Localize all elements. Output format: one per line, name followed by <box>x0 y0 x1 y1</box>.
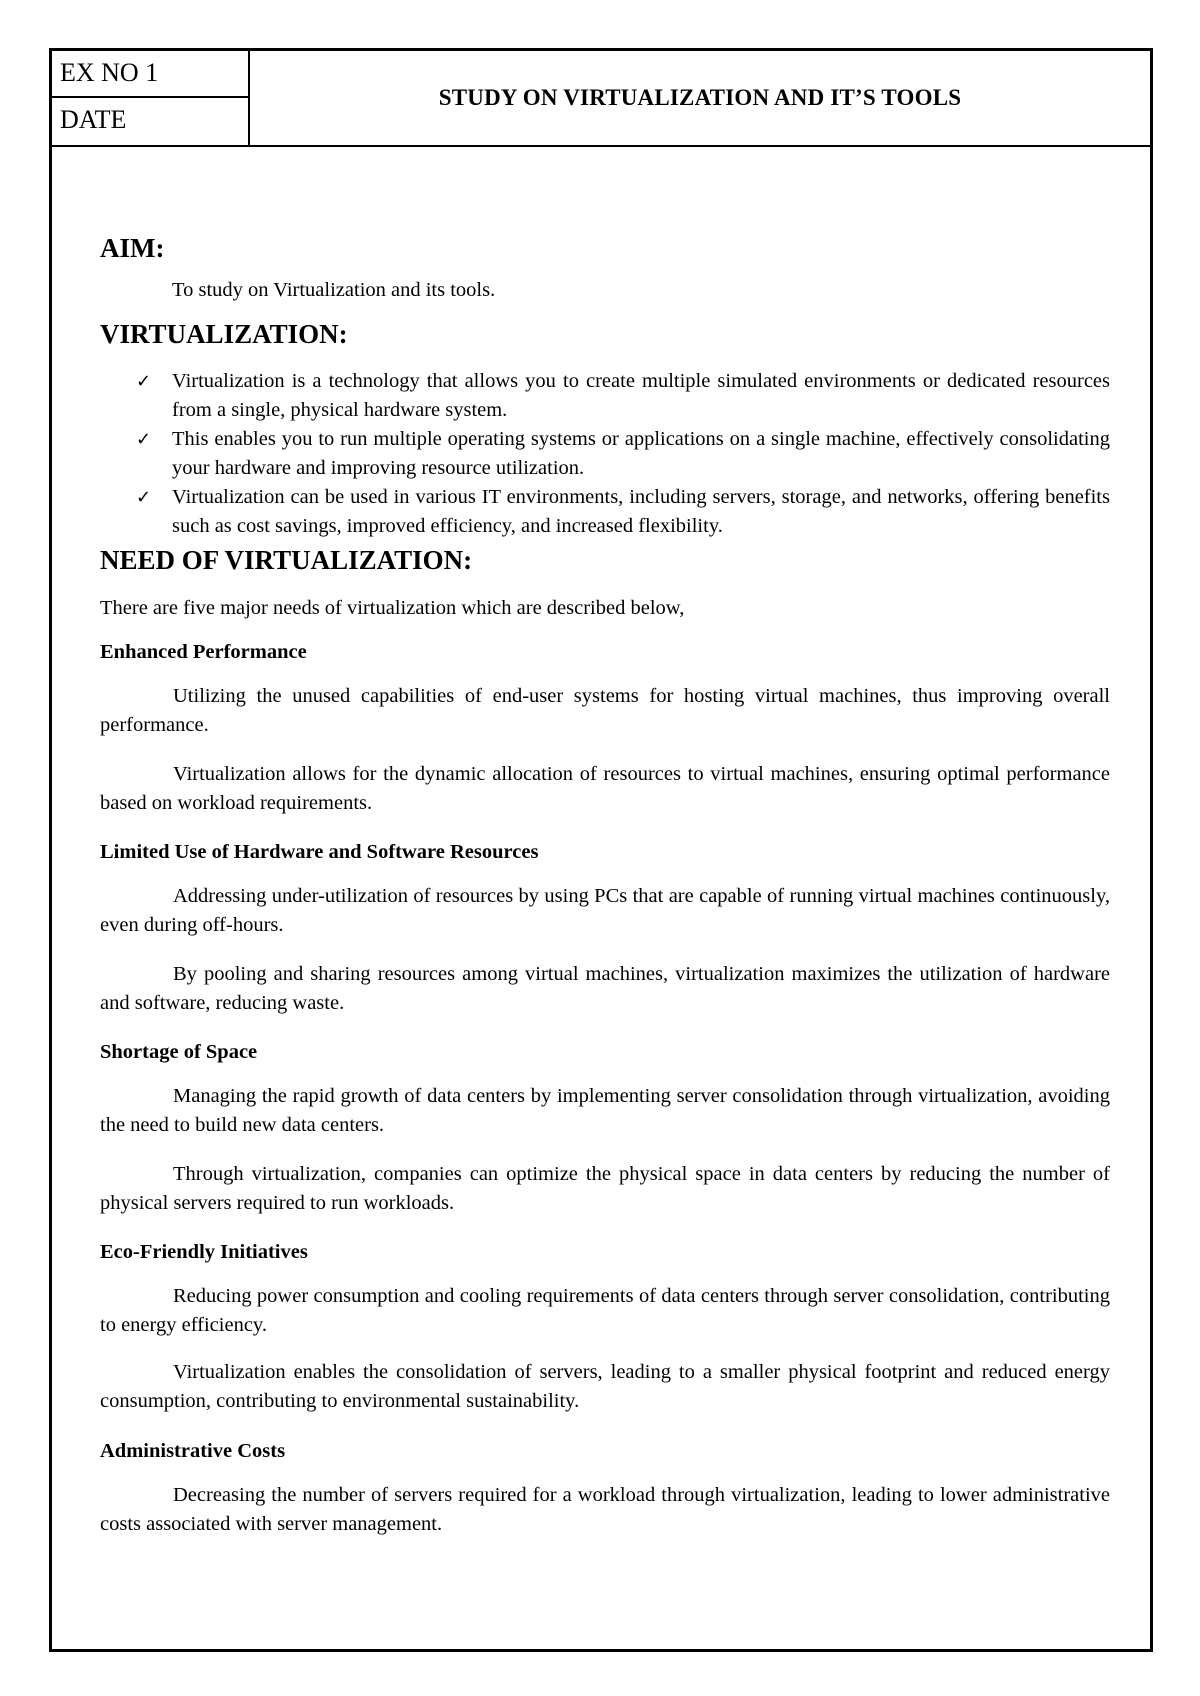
aim-heading: AIM: <box>100 233 165 263</box>
aim-text: To study on Virtualization and its tools. <box>172 279 496 301</box>
paragraph: Utilizing the unused capabilities of end-user systems for hosting virtual machines, thus improving overall performance. <box>100 685 1110 736</box>
list-item <box>136 367 1110 425</box>
page-frame <box>49 48 1153 1652</box>
bullet-text: This enables you to run multiple operating systems or applications on a single machine, effectively consolidating your hardware and improving resource utilization. <box>172 428 1110 479</box>
check-mark-icon: ✓ <box>136 371 152 392</box>
need-intro: There are five major needs of virtualization which are described below, <box>100 597 685 619</box>
header-left-cells <box>52 51 250 145</box>
check-mark-icon: ✓ <box>136 429 152 450</box>
paragraph: Managing the rapid growth of data centers by implementing server consolidation through virtualization, avoiding the need to build new data centers. <box>100 1085 1110 1136</box>
bullet-text: Virtualization can be used in various IT environments, including servers, storage, and networks, offering benefits such as cost savings, improved efficiency, and increased flexibility. <box>172 486 1110 537</box>
list-item <box>136 483 1110 541</box>
ex-no-cell: EX NO 1 <box>52 51 248 98</box>
paragraph: By pooling and sharing resources among virtual machines, virtualization maximizes the utilization of hardware and software, reducing waste. <box>100 963 1110 1014</box>
header-table <box>52 51 1150 147</box>
virtualization-bullet-list <box>136 367 1110 541</box>
section-title-limited-use: Limited Use of Hardware and Software Resources <box>100 841 539 863</box>
paragraph: Addressing under-utilization of resources by using PCs that are capable of running virtual machines continuously, even during off-hours. <box>100 885 1110 936</box>
paragraph: Decreasing the number of servers required for a workload through virtualization, leading to lower administrative costs associated with server management. <box>100 1484 1110 1535</box>
virtualization-heading: VIRTUALIZATION: <box>100 319 348 349</box>
section-title-shortage-of-space: Shortage of Space <box>100 1041 258 1063</box>
check-mark-icon: ✓ <box>136 487 152 508</box>
paragraph: Virtualization allows for the dynamic allocation of resources to virtual machines, ensuring optimal performance based on workload requirements. <box>100 763 1110 814</box>
list-item <box>136 425 1110 483</box>
need-heading: NEED OF VIRTUALIZATION: <box>100 545 473 575</box>
date-cell: DATE <box>60 105 127 134</box>
section-title-eco-friendly: Eco-Friendly Initiatives <box>100 1241 308 1263</box>
paragraph: Reducing power consumption and cooling requirements of data centers through server consolidation, contributing to energy efficiency. <box>100 1285 1110 1336</box>
section-title-administrative-costs: Administrative Costs <box>100 1440 286 1462</box>
paragraph: Virtualization enables the consolidation of servers, leading to a smaller physical footprint and reduced energy consumption, contributing to environmental sustainability. <box>100 1361 1110 1412</box>
document-title: STUDY ON VIRTUALIZATION AND IT’S TOOLS <box>438 85 962 110</box>
bullet-text: Virtualization is a technology that allows you to create multiple simulated environments or dedicated resources from a single, physical hardware system. <box>172 370 1110 421</box>
paragraph: Through virtualization, companies can optimize the physical space in data centers by reducing the number of physical servers required to run workloads. <box>100 1163 1110 1214</box>
section-title-enhanced-performance: Enhanced Performance <box>100 641 307 663</box>
